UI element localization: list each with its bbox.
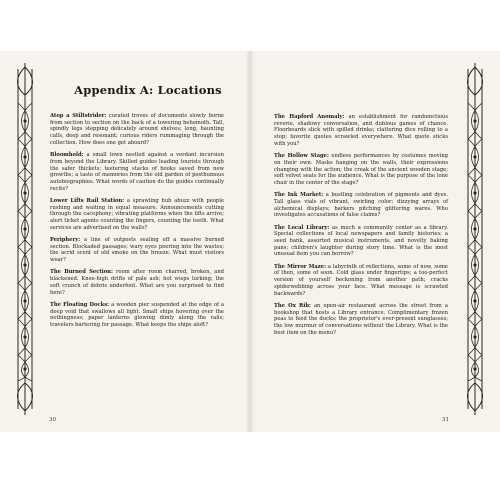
book-spread xyxy=(0,51,500,432)
location-description: a wooden pier suspended at the edge of a deep void that swallows all light. Small ships hovering over the nothingness; paper lanterns glowing dimly along the rails; travelers bartering for passage. What keeps the ships aloft? xyxy=(50,301,224,328)
location-description: a bustling celebration of pigments and dyes. Tall glass vials of vibrant, swirling color; dizzying arrays of alchemical displays; barkers pitching glittering wares. Who investigates accusations of false claims? xyxy=(274,192,448,219)
location-description: endless performances by costumes moving on their own. Masks hanging on the walls, their expressions changing with the action; the creak of the ancient wooden stage; soft velvet seats for the audience. What is the purpose of the lone chair in the center of the stage? xyxy=(274,153,448,186)
location-name: The Ox Rib: xyxy=(274,302,311,309)
location-entry xyxy=(50,269,224,296)
location-entry xyxy=(274,225,448,259)
location-entry xyxy=(50,198,224,232)
location-entry xyxy=(274,114,448,148)
right-ornamental-border xyxy=(460,63,490,415)
location-description: a small town nestled against a verdant incursion from beyond the Library. Skilled guides leading tourists through the safer thickets; teetering stacks of books saved from new growths; a taste of memories from the old garden of posthumous autobiographies. What words of caution do the guides continually recite? xyxy=(50,152,224,192)
location-name: Lower Lifts Rail Station: xyxy=(50,197,125,204)
location-description: room after room charred, broken, and blackened. Knee-high drifts of pale ash; hot wisps lurking; the soft crunch of debris underfoot. What are you surprised to find here? xyxy=(50,269,224,296)
location-name: The Burned Section: xyxy=(50,269,113,276)
location-entry xyxy=(50,237,224,264)
location-description: an open-air restaurant across the street from a bookshop that hosts a Library entrance. Complimentary frozen peas to feed the ducks; the proprietor's ever-present sunglasses; the low murmur of conversations without the Library. What is the best item on the menu? xyxy=(274,302,448,336)
location-name: Atop a Stiltstrider: xyxy=(50,113,107,119)
location-name: The Floating Docks: xyxy=(50,301,110,308)
location-description: a sprawling hub abuzz with people rushing and waiting in equal measure. Announcements cutting through the cacophony; vibrating platforms when the lifts arrive; alert ticket agents counting the fingers, counting the teeth. What services are advertised on the walls? xyxy=(50,197,224,231)
location-entry xyxy=(50,152,224,192)
book-gutter xyxy=(246,51,254,432)
location-entry xyxy=(274,303,448,337)
location-name: The Ink Market: xyxy=(274,192,324,199)
location-description: as much a community center as a library. Special collections of local newspapers and family histories; a seed bank, assorted musical instruments, and novelty baking pans; children's laughter during story time. What is the most unusual item you can borrow? xyxy=(274,224,448,258)
location-name: Periphery: xyxy=(50,237,81,244)
location-name: The Hapford Anomaly: xyxy=(274,114,345,120)
page-title: Appendix A: Locations xyxy=(74,83,222,97)
location-name: The Mirror Maze: xyxy=(274,263,326,270)
page-number-right: 31 xyxy=(442,417,449,423)
location-entry xyxy=(50,302,224,329)
location-entry xyxy=(274,192,448,219)
left-ornamental-border xyxy=(10,63,40,415)
location-description: a labyrinth of reflections, some of now, some of then, some of soon. Cold glass under fingertips; a too-perfect version of yourself beckoning from another path; cracks spiderwebbing across your face. What message is scrawled backwards? xyxy=(274,263,448,297)
location-entry xyxy=(50,113,224,147)
location-name: The Hollow Stage: xyxy=(274,153,329,160)
right-page xyxy=(250,51,500,432)
right-column xyxy=(274,114,448,342)
location-description: a line of outposts sealing off a massive burned section. Blockaded passages; wary eyes peering into the wastes; the acrid scent of old smoke on the breeze. What must visitors wear? xyxy=(50,237,224,264)
location-name: The Local Library: xyxy=(274,224,330,231)
left-page xyxy=(0,51,250,432)
location-name: Bloomhold: xyxy=(50,152,84,159)
location-description: curated troves of documents slowly borne from section to section on the back of a towering behemoth. Tall, spindly legs stepping delicately around shelves; long, haunting calls, deep and resonant; curious riders rummaging through the collection. How does one get aboard? xyxy=(50,113,224,146)
page-number-left: 30 xyxy=(49,417,56,423)
location-entry xyxy=(274,153,448,187)
location-entry xyxy=(274,264,448,298)
location-description: an establishment for rambunctious reverie, shadowy conversation, and dubious games of chance. Floorboards slick with spilled drinks; clattering dice rolling to a stop; favorite quotes scrawled everywhere. What quote sticks with you? xyxy=(274,114,448,147)
left-column xyxy=(50,113,224,334)
